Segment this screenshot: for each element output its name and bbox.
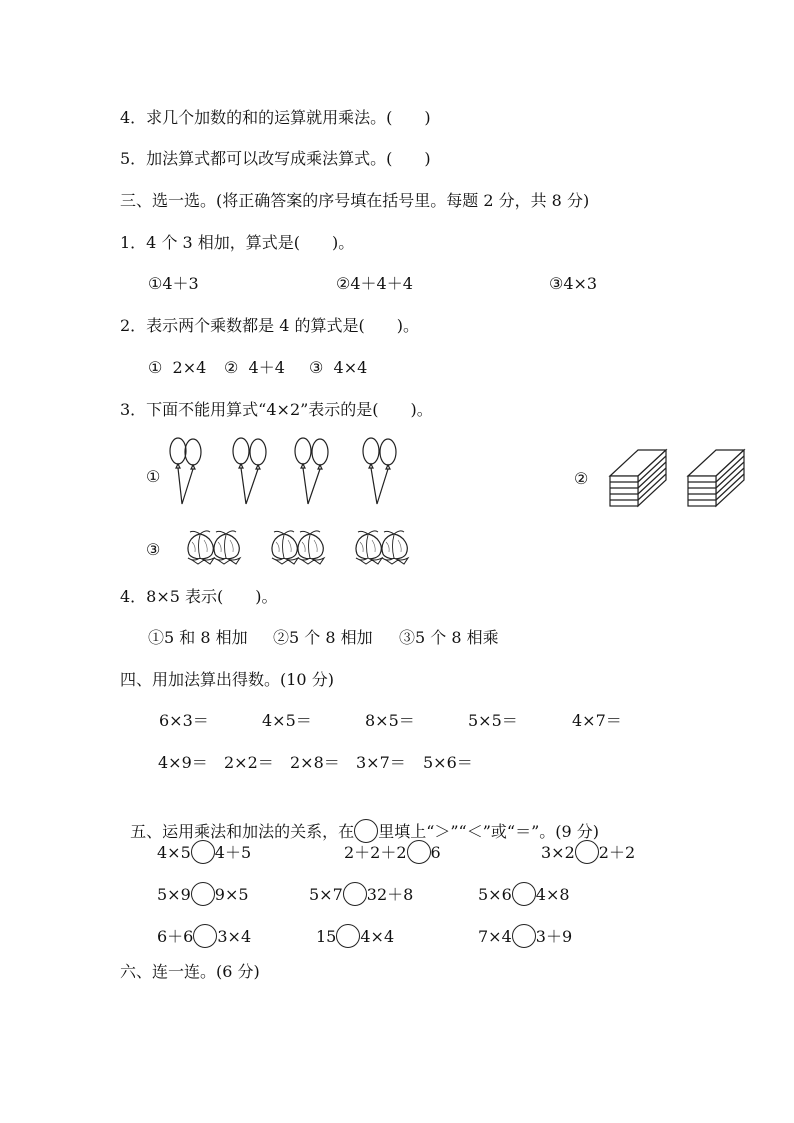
- s4-row2-item-4: 3×7＝: [356, 753, 406, 772]
- s3-q1-option-3: ③4×3: [549, 274, 598, 293]
- compare-item-6: 5×6 4×8: [478, 882, 570, 906]
- answer-circle[interactable]: [191, 882, 215, 906]
- section3-title: 三、选一选。(将正确答案的序号填在括号里。每题 2 分，共 8 分): [120, 191, 590, 210]
- s4-row1-item-5: 4×7＝: [572, 711, 622, 730]
- s3-q4-text: 4．8×5 表示( )。: [120, 587, 278, 606]
- book-stacks-illustration: [608, 448, 746, 510]
- s3-q1-option-1: ①4＋3: [148, 274, 199, 293]
- s3-q2-option-3: ③ 4×4: [309, 358, 368, 377]
- compare-item-2: 2＋2＋2 6: [344, 840, 441, 864]
- section5-title-start: 五、运用乘法和加法的关系，在: [130, 822, 355, 841]
- s3-q4-option-2: ②5 个 8 相加: [273, 628, 373, 647]
- book-stack-2: [688, 450, 744, 506]
- peach-pair-3: [356, 531, 408, 564]
- s3-q2-option-1: ① 2×4: [148, 358, 207, 377]
- balloon-pair-1: [170, 438, 201, 504]
- answer-circle[interactable]: [512, 924, 536, 948]
- peach-pair-2: [272, 531, 324, 564]
- answer-circle[interactable]: [407, 840, 431, 864]
- judge-q5: 5．加法算式都可以改写成乘法算式。( ): [120, 149, 431, 168]
- s3-q1-option-2: ②4＋4＋4: [336, 274, 413, 293]
- compare-item-8: 15 4×4: [316, 924, 394, 948]
- compare-item-5: 5×7 32＋8: [309, 882, 413, 906]
- compare-item-3: 3×2 2＋2: [541, 840, 635, 864]
- s4-row2-item-2: 2×2＝: [224, 753, 274, 772]
- s4-row1-item-3: 8×5＝: [365, 711, 415, 730]
- answer-circle[interactable]: [193, 924, 217, 948]
- s4-row2-item-5: 5×6＝: [423, 753, 473, 772]
- s4-row1-item-1: 6×3＝: [159, 711, 209, 730]
- answer-circle[interactable]: [336, 924, 360, 948]
- s4-row1-item-4: 5×5＝: [468, 711, 518, 730]
- answer-circle[interactable]: [191, 840, 215, 864]
- compare-item-1: 4×5 4＋5: [157, 840, 251, 864]
- answer-circle[interactable]: [343, 882, 367, 906]
- book-stack-1: [610, 450, 666, 506]
- peach-pair-1: [188, 531, 240, 564]
- s3-q4-option-3: ③5 个 8 相乘: [399, 628, 499, 647]
- compare-item-9: 7×4 3＋9: [478, 924, 572, 948]
- compare-item-7: 6＋6 3×4: [157, 924, 251, 948]
- section4-title: 四、用加法算出得数。(10 分): [120, 670, 334, 689]
- judge-q4: 4．求几个加数的和的运算就用乘法。( ): [120, 108, 431, 127]
- s3-q4-option-1: ①5 和 8 相加: [148, 628, 248, 647]
- balloon-pair-4: [363, 438, 396, 504]
- s3-q1-text: 1．4 个 3 相加，算式是( )。: [120, 233, 355, 252]
- s3-q3-mark-1: ①: [146, 467, 161, 486]
- s3-q3-text: 3．下面不能用算式“4×2”表示的是( )。: [120, 400, 433, 419]
- s4-row2-item-1: 4×9＝: [158, 753, 208, 772]
- s3-q2-text: 2．表示两个乘数都是 4 的算式是( )。: [120, 316, 420, 335]
- section6-title: 六、连一连。(6 分): [120, 962, 260, 981]
- balloons-illustration: [166, 434, 416, 508]
- section5-title: [120, 799, 599, 843]
- s4-row1-item-2: 4×5＝: [262, 711, 312, 730]
- balloon-pair-3: [295, 438, 328, 504]
- answer-circle[interactable]: [575, 840, 599, 864]
- s3-q3-mark-3: ③: [146, 540, 161, 559]
- balloon-pair-2: [233, 438, 266, 504]
- answer-circle[interactable]: [512, 882, 536, 906]
- compare-item-4: 5×9 9×5: [157, 882, 249, 906]
- s3-q2-option-2: ② 4＋4: [224, 358, 285, 377]
- peaches-illustration: [186, 528, 418, 566]
- s4-row2-item-3: 2×8＝: [290, 753, 340, 772]
- section5-title-end: 里填上“＞”“＜”或“＝”。(9 分): [378, 822, 600, 841]
- s3-q3-mark-2: ②: [574, 469, 589, 488]
